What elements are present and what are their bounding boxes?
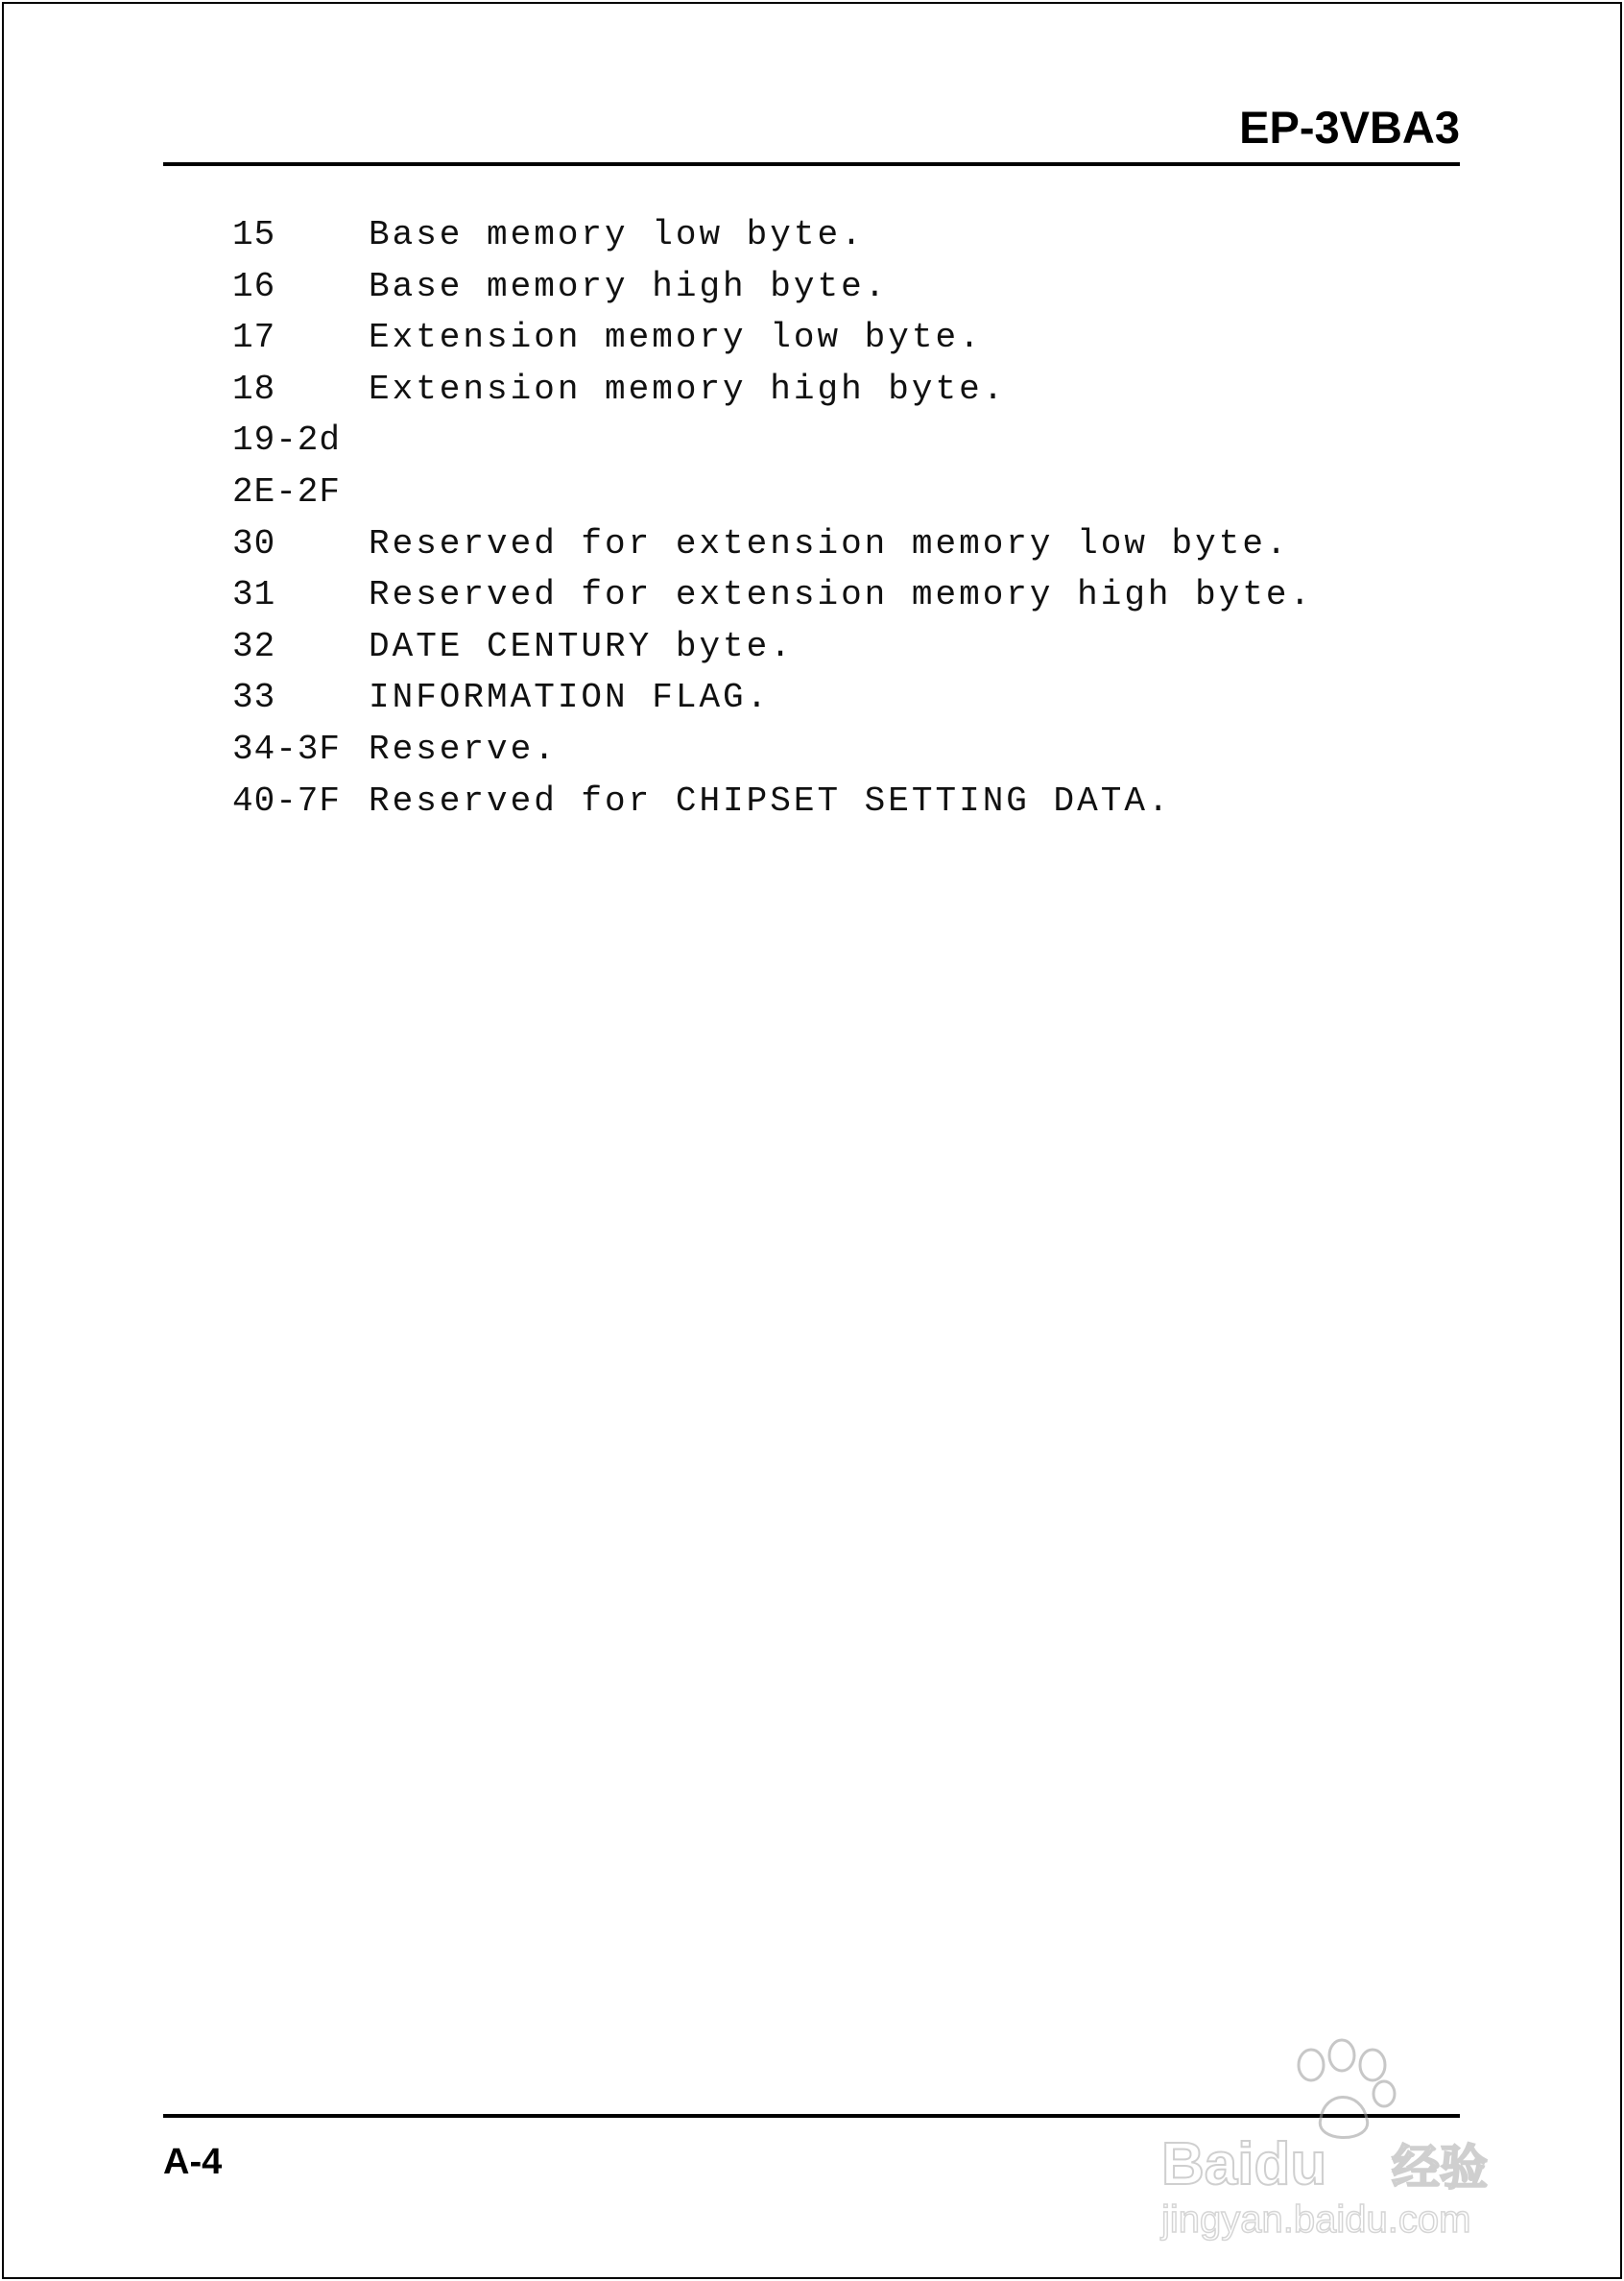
register-offset: 18 bbox=[232, 369, 276, 409]
register-offset: 33 bbox=[232, 678, 276, 718]
register-row bbox=[232, 672, 1313, 724]
register-description: DATE CENTURY byte. bbox=[369, 626, 794, 666]
baidu-watermark-logo bbox=[1152, 2030, 1536, 2242]
register-description: Base memory high byte. bbox=[369, 266, 889, 306]
register-description: Extension memory low byte. bbox=[369, 318, 983, 358]
register-row bbox=[232, 261, 1313, 313]
register-row bbox=[232, 776, 1313, 828]
register-row bbox=[232, 724, 1313, 776]
register-offset: 15 bbox=[232, 215, 276, 254]
register-offset: 31 bbox=[232, 575, 276, 615]
register-row bbox=[232, 467, 1313, 518]
register-row bbox=[232, 569, 1313, 621]
register-description: Reserved for extension memory high byte. bbox=[369, 575, 1314, 615]
register-row bbox=[232, 415, 1313, 467]
register-description: Base memory low byte. bbox=[369, 215, 865, 254]
register-row bbox=[232, 312, 1313, 364]
register-offset: 40-7F bbox=[232, 780, 342, 821]
watermark-brand-text: Baidu bbox=[1161, 2131, 1327, 2197]
page-number: A-4 bbox=[163, 2142, 223, 2182]
register-row bbox=[232, 364, 1313, 416]
register-offset: 2E-2F bbox=[232, 471, 342, 512]
register-offset: 17 bbox=[232, 318, 276, 358]
register-row bbox=[232, 518, 1313, 570]
register-offset: 19-2d bbox=[232, 420, 342, 461]
register-description: Reserve. bbox=[369, 729, 558, 769]
register-row bbox=[232, 621, 1313, 673]
register-description: Extension memory high byte. bbox=[369, 369, 1007, 409]
register-offset: 34-3F bbox=[232, 729, 342, 769]
register-description: INFORMATION FLAG. bbox=[369, 678, 771, 718]
header-divider bbox=[163, 162, 1460, 166]
register-description: Reserved for extension memory low byte. bbox=[369, 523, 1290, 564]
register-description: Reserved for CHIPSET SETTING DATA. bbox=[369, 780, 1172, 821]
register-offset: 32 bbox=[232, 626, 276, 666]
document-model-title: EP-3VBA3 bbox=[1239, 102, 1460, 153]
register-offset: 30 bbox=[232, 523, 276, 564]
register-offset: 16 bbox=[232, 266, 276, 306]
watermark-brand-cn-text: 经验 bbox=[1392, 2140, 1488, 2196]
watermark-url-text: jingyan.baidu.com bbox=[1161, 2198, 1471, 2241]
register-list bbox=[232, 209, 1313, 827]
register-row bbox=[232, 209, 1313, 261]
